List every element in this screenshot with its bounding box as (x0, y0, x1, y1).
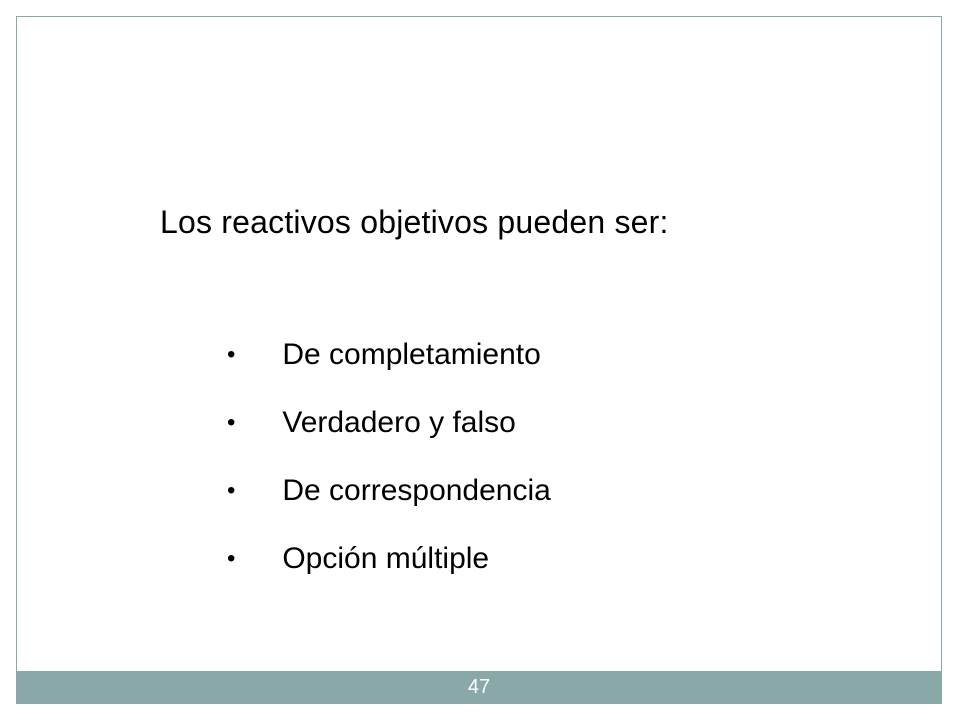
bullet-text: De correspondencia (282, 474, 551, 507)
bullet-text: De completamiento (282, 338, 541, 371)
bullet-text: Verdadero y falso (282, 406, 516, 439)
bullet-icon: • (227, 477, 236, 504)
bullet-icon: • (227, 545, 236, 572)
bullet-item-verdadero-falso (227, 401, 551, 469)
slide-frame (16, 16, 942, 704)
bullet-icon: • (227, 341, 236, 368)
bullet-text: Opción múltiple (282, 542, 490, 575)
bullet-item-completamiento (227, 333, 551, 401)
bullet-icon: • (227, 409, 236, 436)
footer-band (16, 671, 942, 704)
bullet-item-opcion-multiple (227, 537, 551, 605)
slide-heading: Los reactivos objetivos pueden ser: (160, 204, 669, 240)
page-number: 47 (467, 676, 491, 698)
bullet-item-correspondencia (227, 469, 551, 537)
bullet-list (227, 333, 551, 605)
